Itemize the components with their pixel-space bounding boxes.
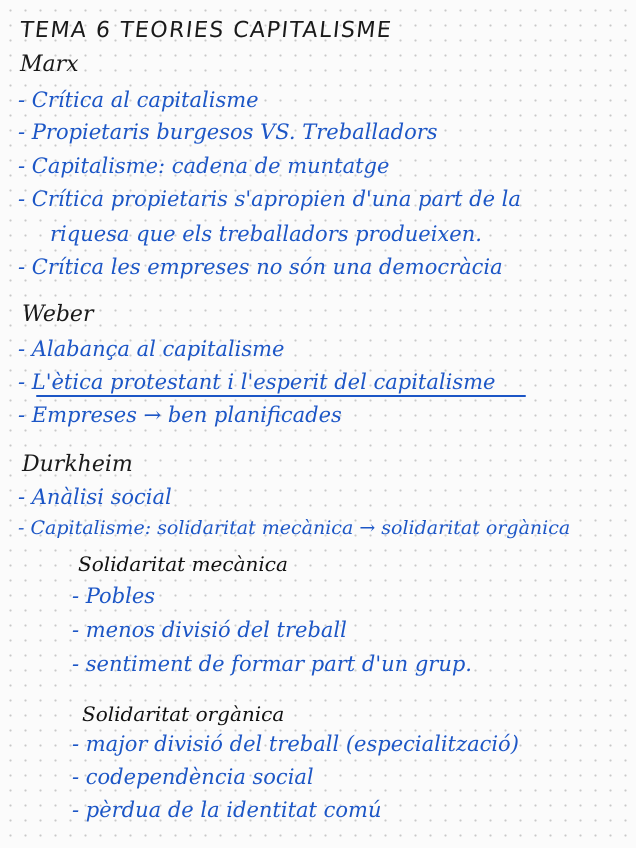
- list-item: - Anàlisi social: [18, 485, 172, 509]
- subheading-solidaritat-organica: Solidaritat orgànica: [82, 702, 285, 726]
- underline: [36, 395, 526, 397]
- list-item: - codependència social: [72, 765, 314, 789]
- list-item: - Capitalisme: cadena de muntatge: [18, 154, 390, 178]
- section-heading-weber: Weber: [22, 302, 94, 327]
- list-item: - major divisió del treball (especialització): [72, 732, 519, 756]
- list-item: - Capitalisme: solidaritat mecànica → solidaritat orgànica: [18, 517, 571, 539]
- list-item: - Crítica al capitalisme: [18, 88, 259, 112]
- list-item: - sentiment de formar part d'un grup.: [72, 652, 472, 676]
- section-heading-durkheim: Durkheim: [22, 452, 133, 477]
- page-title: TEMA 6 TEORIES CAPITALISME: [18, 18, 394, 43]
- list-item: - Crítica les empreses no són una democràcia: [18, 255, 503, 279]
- list-item-continuation: riquesa que els treballadors produeixen.: [50, 222, 482, 246]
- list-item: - Propietaris burgesos VS. Treballadors: [18, 120, 438, 144]
- list-item: - Pobles: [72, 584, 156, 608]
- list-item: - Alabança al capitalisme: [18, 337, 285, 361]
- section-heading-marx: Marx: [20, 52, 79, 77]
- list-item: - menos divisió del treball: [72, 618, 347, 642]
- list-item: - pèrdua de la identitat comú: [72, 798, 382, 822]
- list-item: - Empreses → ben planificades: [18, 403, 342, 427]
- list-item: - Crítica propietaris s'apropien d'una part de la: [18, 187, 521, 211]
- subheading-solidaritat-mecanica: Solidaritat mecànica: [78, 552, 288, 576]
- list-item: - L'ètica protestant i l'esperit del capitalisme: [18, 370, 496, 394]
